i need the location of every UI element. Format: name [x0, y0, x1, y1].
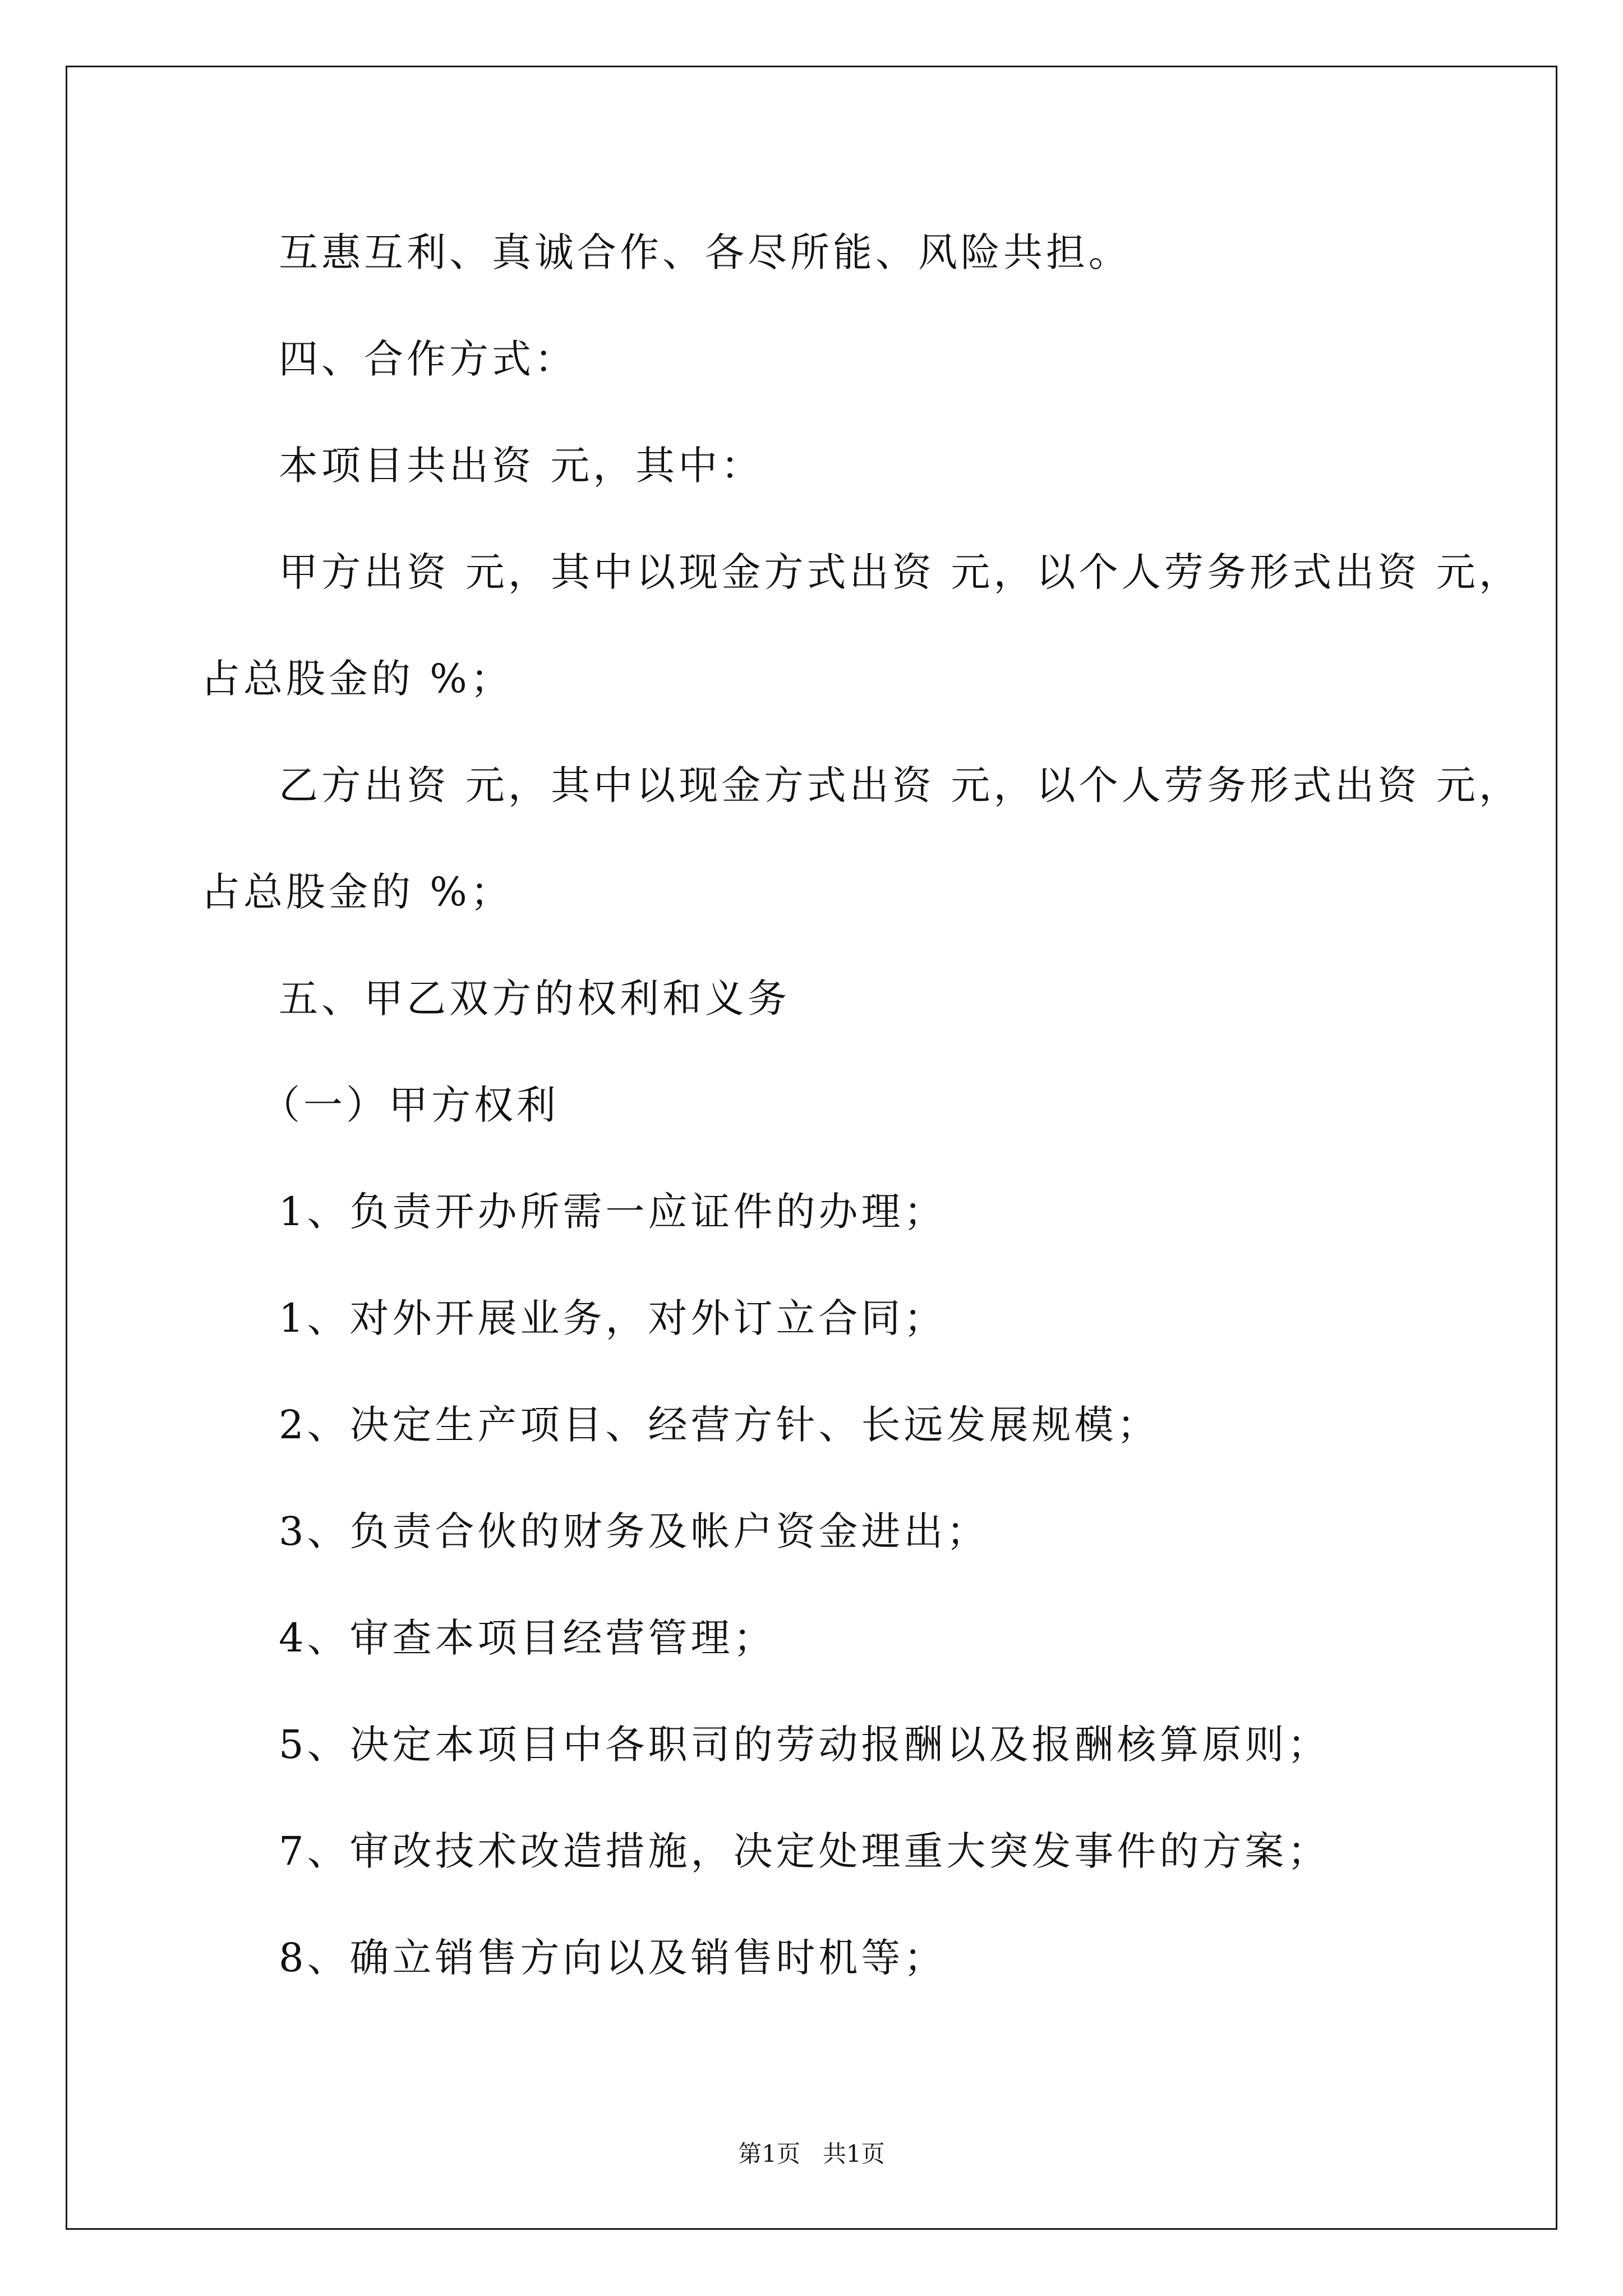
section-heading-5: 五、甲乙双方的权利和义务 — [279, 976, 790, 1022]
list-item: 7、审改技术改造措施，决定处理重大突发事件的方案； — [279, 1828, 1330, 1874]
subsection-heading: （一）甲方权利 — [261, 1082, 559, 1128]
list-item: 2、决定生产项目、经营方针、长远发展规模； — [279, 1402, 1160, 1448]
section-heading-4: 四、合作方式： — [279, 336, 577, 382]
list-item: 3、负责合伙的财务及帐户资金进出； — [279, 1508, 989, 1554]
list-item: 5、决定本项目中各职司的劳动报酬以及报酬核算原则； — [279, 1722, 1330, 1768]
text-line-3: 本项目共出资 元，其中： — [279, 443, 764, 489]
list-item: 1、负责开办所需一应证件的办理； — [279, 1189, 947, 1235]
page-footer: 第1页 共1页 — [738, 2140, 885, 2168]
list-item: 1、对外开展业务，对外订立合同； — [279, 1295, 947, 1341]
list-item: 8、确立销售方向以及销售时机等； — [279, 1935, 947, 1981]
page-border — [66, 66, 1557, 2230]
text-line-1: 互惠互利、真诚合作、各尽所能、风险共担。 — [279, 229, 1131, 275]
text-line-4: 甲方出资 元，其中以现金方式出资 元，以个人劳务形式出资 元， — [279, 549, 1518, 595]
text-line-5: 占总股金的 %； — [201, 656, 513, 702]
text-line-7: 占总股金的 %； — [201, 869, 513, 915]
text-line-6: 乙方出资 元，其中以现金方式出资 元，以个人劳务形式出资 元， — [279, 762, 1518, 808]
list-item: 4、审查本项目经营管理； — [279, 1615, 776, 1661]
